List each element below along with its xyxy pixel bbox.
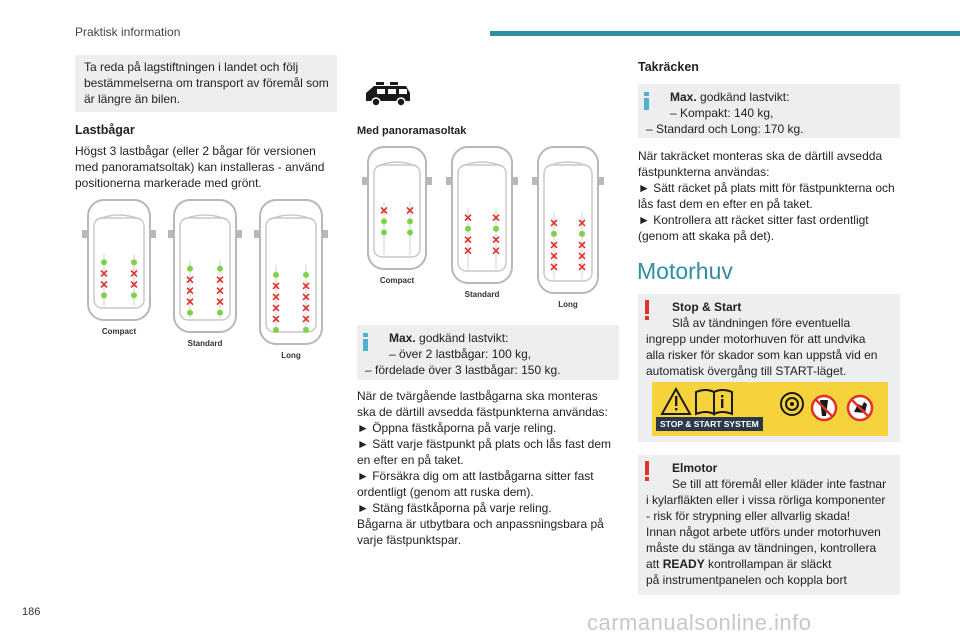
panorama-body-text bbox=[357, 388, 611, 548]
green-fixing-point bbox=[303, 327, 309, 333]
green-fixing-point bbox=[273, 272, 279, 278]
info-line: – över 2 lastbågar: 100 kg, bbox=[389, 347, 532, 361]
takracken-heading: Takräcken bbox=[638, 60, 699, 74]
takracken-body-text bbox=[638, 148, 895, 244]
text-line: (genom att skaka på det). bbox=[638, 229, 775, 243]
van-size-label: Standard bbox=[187, 339, 223, 348]
text-line: ► Försäkra dig om att lastbågarna sitter fast bbox=[357, 469, 594, 483]
info-line: – fördelade över 3 lastbågar: 150 kg. bbox=[365, 363, 561, 377]
note-line: är längre än bilen. bbox=[84, 92, 181, 106]
green-fixing-point bbox=[101, 259, 107, 265]
lastbagar-heading: Lastbågar bbox=[75, 123, 135, 137]
warning-line: ingrepp under motorhuven för att undvika bbox=[646, 332, 866, 346]
van-size-label: Compact bbox=[101, 327, 137, 336]
text-line: varje fästpunktspar. bbox=[357, 533, 462, 547]
van-size-label: Standard bbox=[464, 290, 500, 299]
green-fixing-point bbox=[187, 310, 193, 316]
text-line: en efter en på taket. bbox=[357, 453, 464, 467]
stop-start-system-label: STOP & START SYSTEM bbox=[656, 417, 763, 431]
green-fixing-point bbox=[187, 266, 193, 272]
info-line: – Kompakt: 140 kg, bbox=[670, 106, 774, 120]
van-top-view bbox=[168, 200, 242, 332]
elmotor-warning-box bbox=[638, 455, 900, 595]
takracken-info-box bbox=[638, 84, 900, 138]
green-fixing-point bbox=[131, 259, 137, 265]
text-line: ► Sätt varje fästpunkt på plats och lås fast dem bbox=[357, 437, 612, 451]
green-fixing-point bbox=[407, 218, 413, 224]
stop-start-pictogram-banner bbox=[652, 382, 888, 436]
green-fixing-point bbox=[273, 327, 279, 333]
text-line: lås fast dem en efter en på taket. bbox=[638, 197, 813, 211]
note-box bbox=[75, 55, 337, 112]
green-fixing-point bbox=[381, 229, 387, 235]
text-line: ► Stäng fästkåporna på varje reling. bbox=[357, 501, 552, 515]
info-icon bbox=[363, 333, 368, 351]
text-line: fästpunkterna användas: bbox=[638, 165, 770, 179]
green-fixing-point bbox=[131, 292, 137, 298]
text-line: ► Öppna fästkåporna på varje reling. bbox=[357, 421, 557, 435]
warning-line: alla risker för skador som kan uppstå vid en bbox=[646, 348, 878, 362]
warning-line: automatisk övergång till START-läget. bbox=[646, 364, 847, 378]
text-line: ordentligt (genom att ruska dem). bbox=[357, 485, 534, 499]
green-fixing-point bbox=[303, 272, 309, 278]
ready-suffix: kontrollampan är släckt bbox=[704, 557, 832, 571]
text-line: med panoramatsoltak) kan installeras - använd bbox=[75, 160, 325, 174]
page-number: 186 bbox=[22, 606, 41, 618]
ready-prefix: att bbox=[646, 557, 663, 571]
header-accent-bar bbox=[490, 31, 960, 36]
warning-triangle-icon bbox=[662, 389, 690, 414]
no-tie-icon bbox=[812, 396, 836, 420]
green-fixing-point bbox=[493, 226, 499, 232]
panorama-info-box bbox=[357, 325, 619, 380]
van-top-view bbox=[362, 147, 432, 269]
note-line: Ta reda på lagstiftningen i landet och följ bbox=[84, 60, 299, 74]
van-size-label: Long bbox=[281, 351, 301, 360]
warning-line: måste du stänga av tändningen, kontrollera bbox=[646, 541, 877, 555]
green-fixing-point bbox=[217, 310, 223, 316]
warning-icon bbox=[645, 461, 649, 481]
roof-bars-diagram bbox=[82, 198, 332, 368]
text-line: ► Sätt räcket på plats mitt för fästpunkterna och bbox=[638, 181, 895, 195]
watermark: carmanualsonline.info bbox=[587, 610, 812, 635]
green-fixing-point bbox=[381, 218, 387, 224]
green-fixing-point bbox=[101, 292, 107, 298]
green-fixing-point bbox=[465, 226, 471, 232]
text-line: När takräcket monteras ska de därtill avsedda bbox=[638, 149, 883, 163]
warning-line: Slå av tändningen före eventuella bbox=[672, 316, 851, 330]
lastbagar-text bbox=[75, 143, 324, 191]
info-icon bbox=[644, 92, 649, 110]
green-fixing-point bbox=[551, 231, 557, 237]
panorama-roof-diagram bbox=[362, 143, 612, 313]
info-bold: Max. bbox=[389, 331, 416, 345]
text-line: positionerna markerade med grönt. bbox=[75, 176, 262, 190]
van-top-view bbox=[446, 147, 518, 283]
warning-title: Stop & Start bbox=[672, 300, 742, 314]
warning-line: på instrumentpanelen och koppla bort bbox=[646, 573, 847, 587]
warning-line: - risk för strypning eller allvarlig skada! bbox=[646, 509, 851, 523]
manual-book-icon bbox=[696, 390, 732, 414]
text-line: Bågarna är utbytbara och anpassningsbara på bbox=[357, 517, 604, 531]
van-top-view bbox=[532, 147, 604, 293]
text-line: ska de därtill avsedda fästpunkterna användas: bbox=[357, 405, 608, 419]
green-fixing-point bbox=[407, 229, 413, 235]
fan-belt-icon bbox=[781, 393, 803, 415]
van-top-view bbox=[254, 200, 328, 344]
green-fixing-point bbox=[217, 266, 223, 272]
text-line: Högst 3 lastbågar (eller 2 bågar för versionen bbox=[75, 144, 316, 158]
info-bold: Max. bbox=[670, 90, 697, 104]
warning-line: Se till att föremål eller kläder inte fastnar bbox=[672, 477, 887, 491]
van-size-label: Long bbox=[558, 300, 578, 309]
text-line: När de tvärgående lastbågarna ska monteras bbox=[357, 389, 598, 403]
van-side-icon bbox=[362, 81, 414, 107]
warning-icon bbox=[645, 300, 649, 320]
warning-title: Elmotor bbox=[672, 461, 718, 475]
note-line: bestämmelserna om transport av föremål som bbox=[84, 76, 329, 90]
green-fixing-point bbox=[579, 231, 585, 237]
no-hand-icon bbox=[848, 396, 872, 420]
van-size-label: Compact bbox=[379, 276, 415, 285]
info-text: godkänd lastvikt: bbox=[415, 331, 509, 345]
section-title: Praktisk information bbox=[75, 25, 181, 39]
info-text: godkänd lastvikt: bbox=[696, 90, 790, 104]
text-line: ► Kontrollera att räcket sitter fast ordentligt bbox=[638, 213, 869, 227]
warning-line: i kylarfläkten eller i vissa rörliga komponenter bbox=[646, 493, 886, 507]
ready-word: READY bbox=[662, 557, 705, 571]
warning-line: Innan något arbete utförs under motorhuven bbox=[646, 525, 881, 539]
warning-line bbox=[646, 556, 831, 572]
motorhuv-heading: Motorhuv bbox=[637, 258, 733, 284]
panorama-heading: Med panoramasoltak bbox=[357, 125, 467, 137]
info-line: – Standard och Long: 170 kg. bbox=[646, 122, 804, 136]
van-top-view bbox=[82, 200, 156, 320]
